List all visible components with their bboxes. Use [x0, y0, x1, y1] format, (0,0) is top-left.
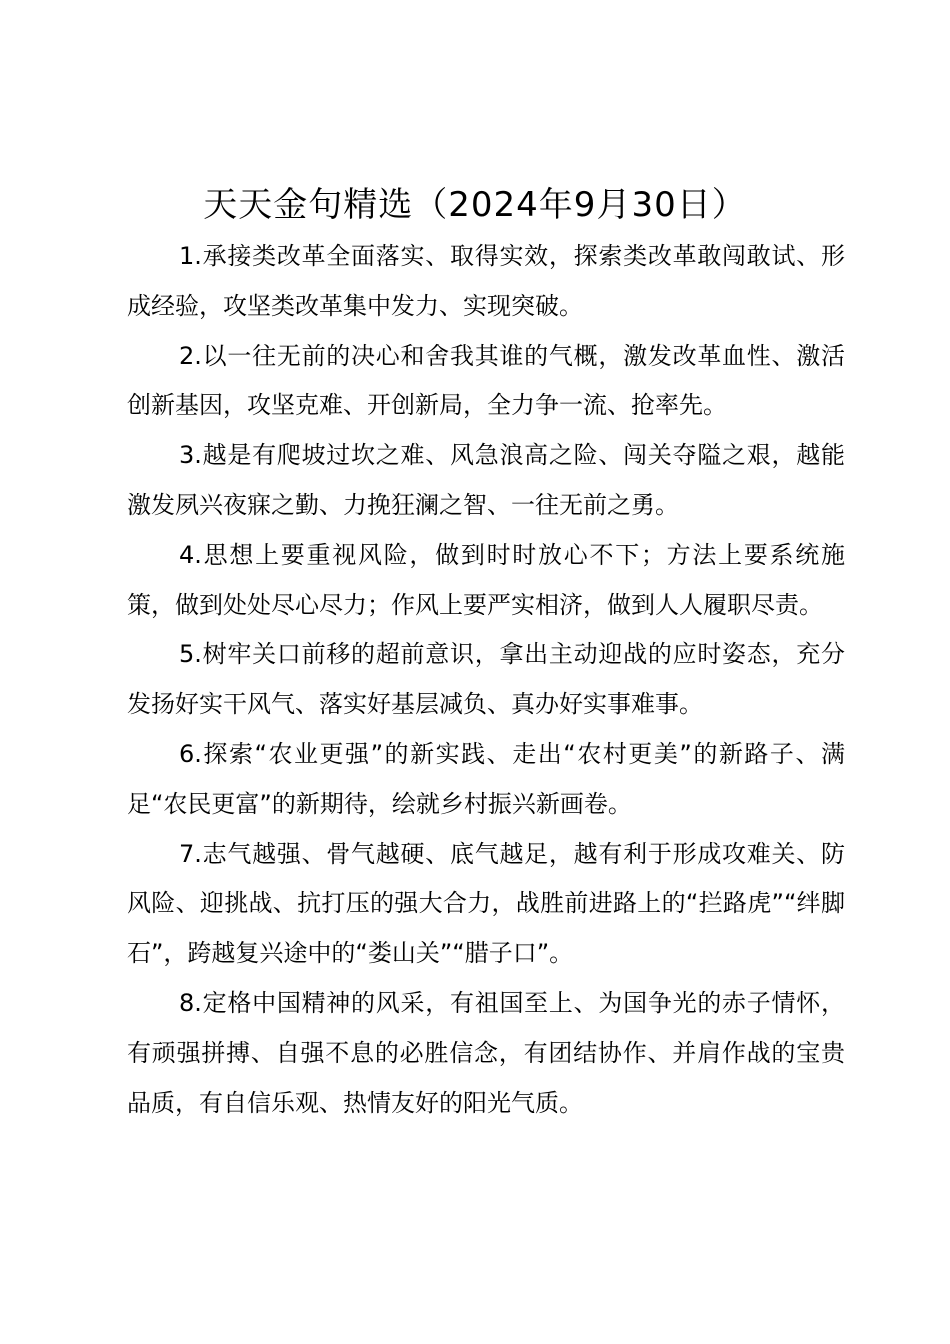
document-title: 天天金句精选（2024年9月30日） [203, 185, 747, 225]
paragraph-2: 2.以一往无前的决心和舍我其谁的气概，激发改革血性、激活创新基因，攻坚克难、开创新局，全力争一流、抢率先。 [127, 341, 845, 420]
paragraph-3: 3.越是有爬坡过坎之难、风急浪高之险、闯关夺隘之艰，越能激发夙兴夜寐之勤、力挽狂澜之智、一往无前之勇。 [127, 441, 845, 519]
paragraph-4: 4.思想上要重视风险，做到时时放心不下；方法上要系统施策，做到处处尽心尽力；作风上要严实相济，做到人人履职尽责。 [127, 540, 845, 619]
paragraph-8: 8.定格中国精神的风采，有祖国至上、为国争光的赤子情怀，有顽强拼搏、自强不息的必胜信念，有团结协作、并肩作战的宝贵品质，有自信乐观、热情友好的阳光气质。 [127, 988, 845, 1117]
paragraph-7: 7.志气越强、骨气越硬、底气越足，越有利于形成攻难关、防风险、迎挑战、抗打压的强大合力，战胜前进路上的“拦路虎”“绊脚石”，跨越复兴途中的“娄山关”“腊子口”。 [127, 839, 845, 968]
document-body [127, 232, 845, 1128]
paragraph-6: 6.探索“农业更强”的新实践、走出“农村更美”的新路子、满足“农民更富”的新期待，绘就乡村振兴新画卷。 [127, 739, 845, 818]
paragraph-5: 5.树牢关口前移的超前意识，拿出主动迎战的应时姿态，充分发扬好实干风气、落实好基层减负、真办好实事难事。 [127, 640, 845, 719]
paragraph-1: 1.承接类改革全面落实、取得实效，探索类改革敢闯敢试、形成经验，攻坚类改革集中发力、实现突破。 [127, 242, 845, 320]
